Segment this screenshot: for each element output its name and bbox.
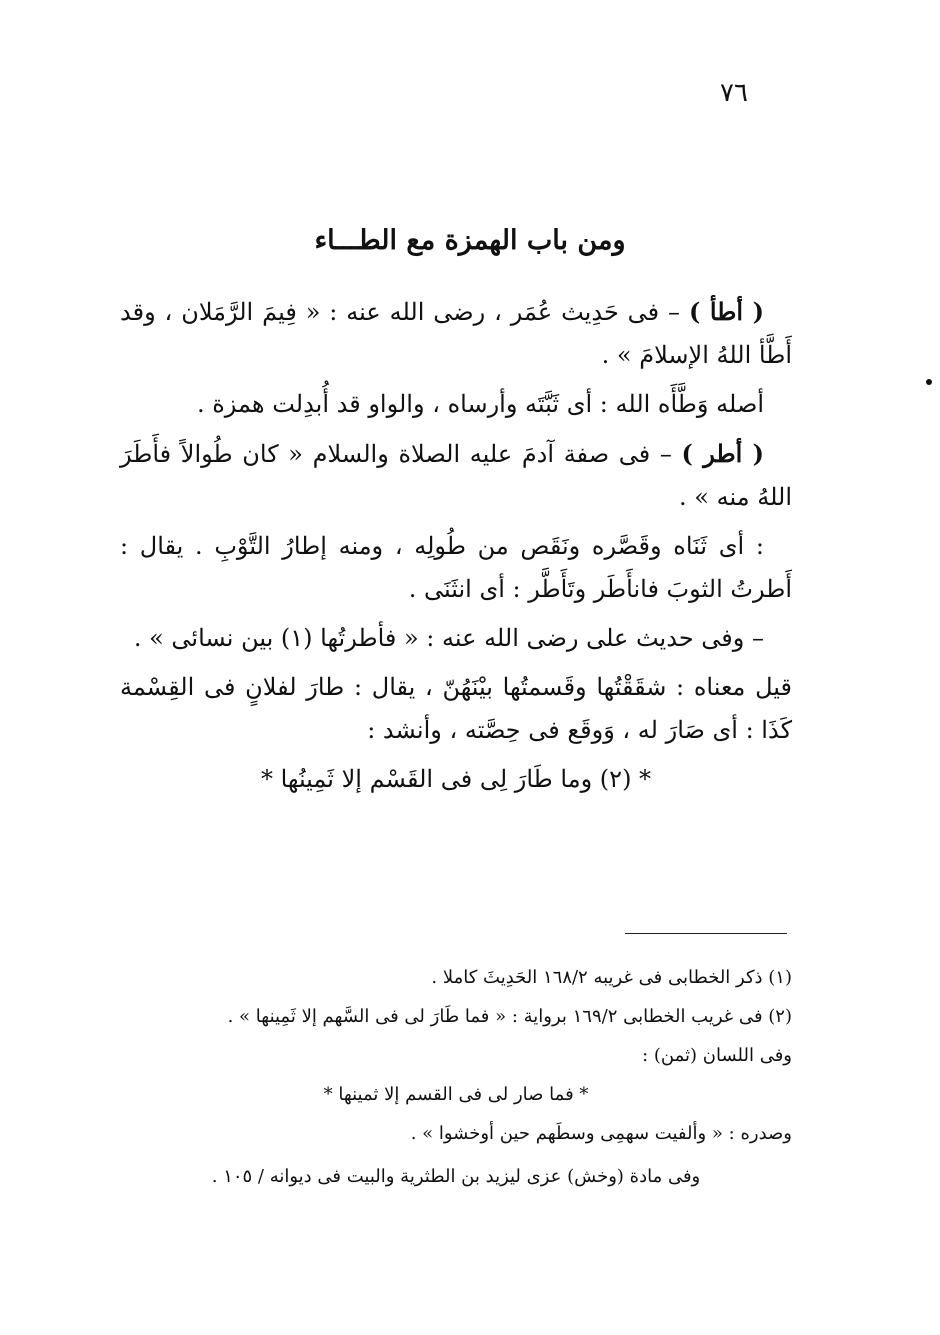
entry-keyword: ( أطر ) bbox=[681, 439, 764, 468]
footnote-1: (١) ذكر الخطابى فى غريبه ١٦٨/٢ الحَدِيثَ كاملا . bbox=[431, 967, 792, 988]
verse-line: * (٢) وما طَارَ لِى فى القَسْم إلا ثَمِينُها * bbox=[260, 765, 652, 793]
paragraph: قيل معناه : شقَقْتُها وقَسمتُها بيْنَهُنّ ، يقال : طارَ لفلانٍ فى القِسْمة كَذَا : أى صَارَ له ، وَوقَع فى حِصَّته ، وأنشد : bbox=[120, 673, 792, 744]
page-number: ٧٦ bbox=[720, 78, 748, 108]
paragraph: – وفى حديث على رضى الله عنه : « فأطرتُها (١) بين نسائى » . bbox=[133, 624, 764, 652]
entry-text: – فى صفة آدمَ عليه الصلاة والسلام « كان طُوالاً فأَطَرَ اللهُ منه » . bbox=[120, 440, 792, 511]
footnote-2-source: وفى مادة (وخش) عزى ليزيد بن الطثرية والبيت فى ديوانه / ١٠٥ . bbox=[211, 1166, 701, 1187]
entry-atta bbox=[120, 290, 792, 377]
entry-keyword: ( أطأ ) bbox=[688, 297, 764, 326]
footnote-2-sadr: وصدره : « وألفيت سهمِى وسطَهم حين أوخشوا » . bbox=[410, 1123, 792, 1144]
footnote-verse: * فما صار لى فى القسم إلا ثمينها * bbox=[323, 1084, 589, 1105]
paragraph: : أى ثَنَاه وقَصَّره ونَقَص من طُولِه ، ومنه إطارُ التَّوْبِ . يقال : أَطرتُ الثوبَ فانأَطَر وتَأَطَّر : أى انثَنَى . bbox=[120, 532, 792, 603]
body-text bbox=[120, 290, 792, 807]
section-heading: ومن باب الهمزة مع الطـــاء bbox=[314, 225, 626, 256]
paragraph: أصله وَطَّأَه الله : أى ثَبَّتَه وأرساه ، والواو قد أُبدِلت همزة . bbox=[196, 390, 764, 418]
footnote-divider bbox=[625, 933, 787, 934]
footnote-2: (٢) فى غريب الخطابى ١٦٩/٢ برواية : « فما طَارَ لى فى السَّهم إلا ثَمِينها » . bbox=[227, 1006, 792, 1027]
margin-dot bbox=[926, 379, 932, 385]
entry-atr bbox=[120, 432, 792, 519]
entry-text: – فى حَدِيث عُمَر ، رضى الله عنه : « فِيمَ الرَّمَلان ، وقد أَطَّأ اللهُ الإسلامَ » . bbox=[120, 298, 792, 369]
footnote-2-continued: وفى اللسان (ثمن) : bbox=[642, 1045, 792, 1066]
footnotes bbox=[120, 958, 792, 1196]
